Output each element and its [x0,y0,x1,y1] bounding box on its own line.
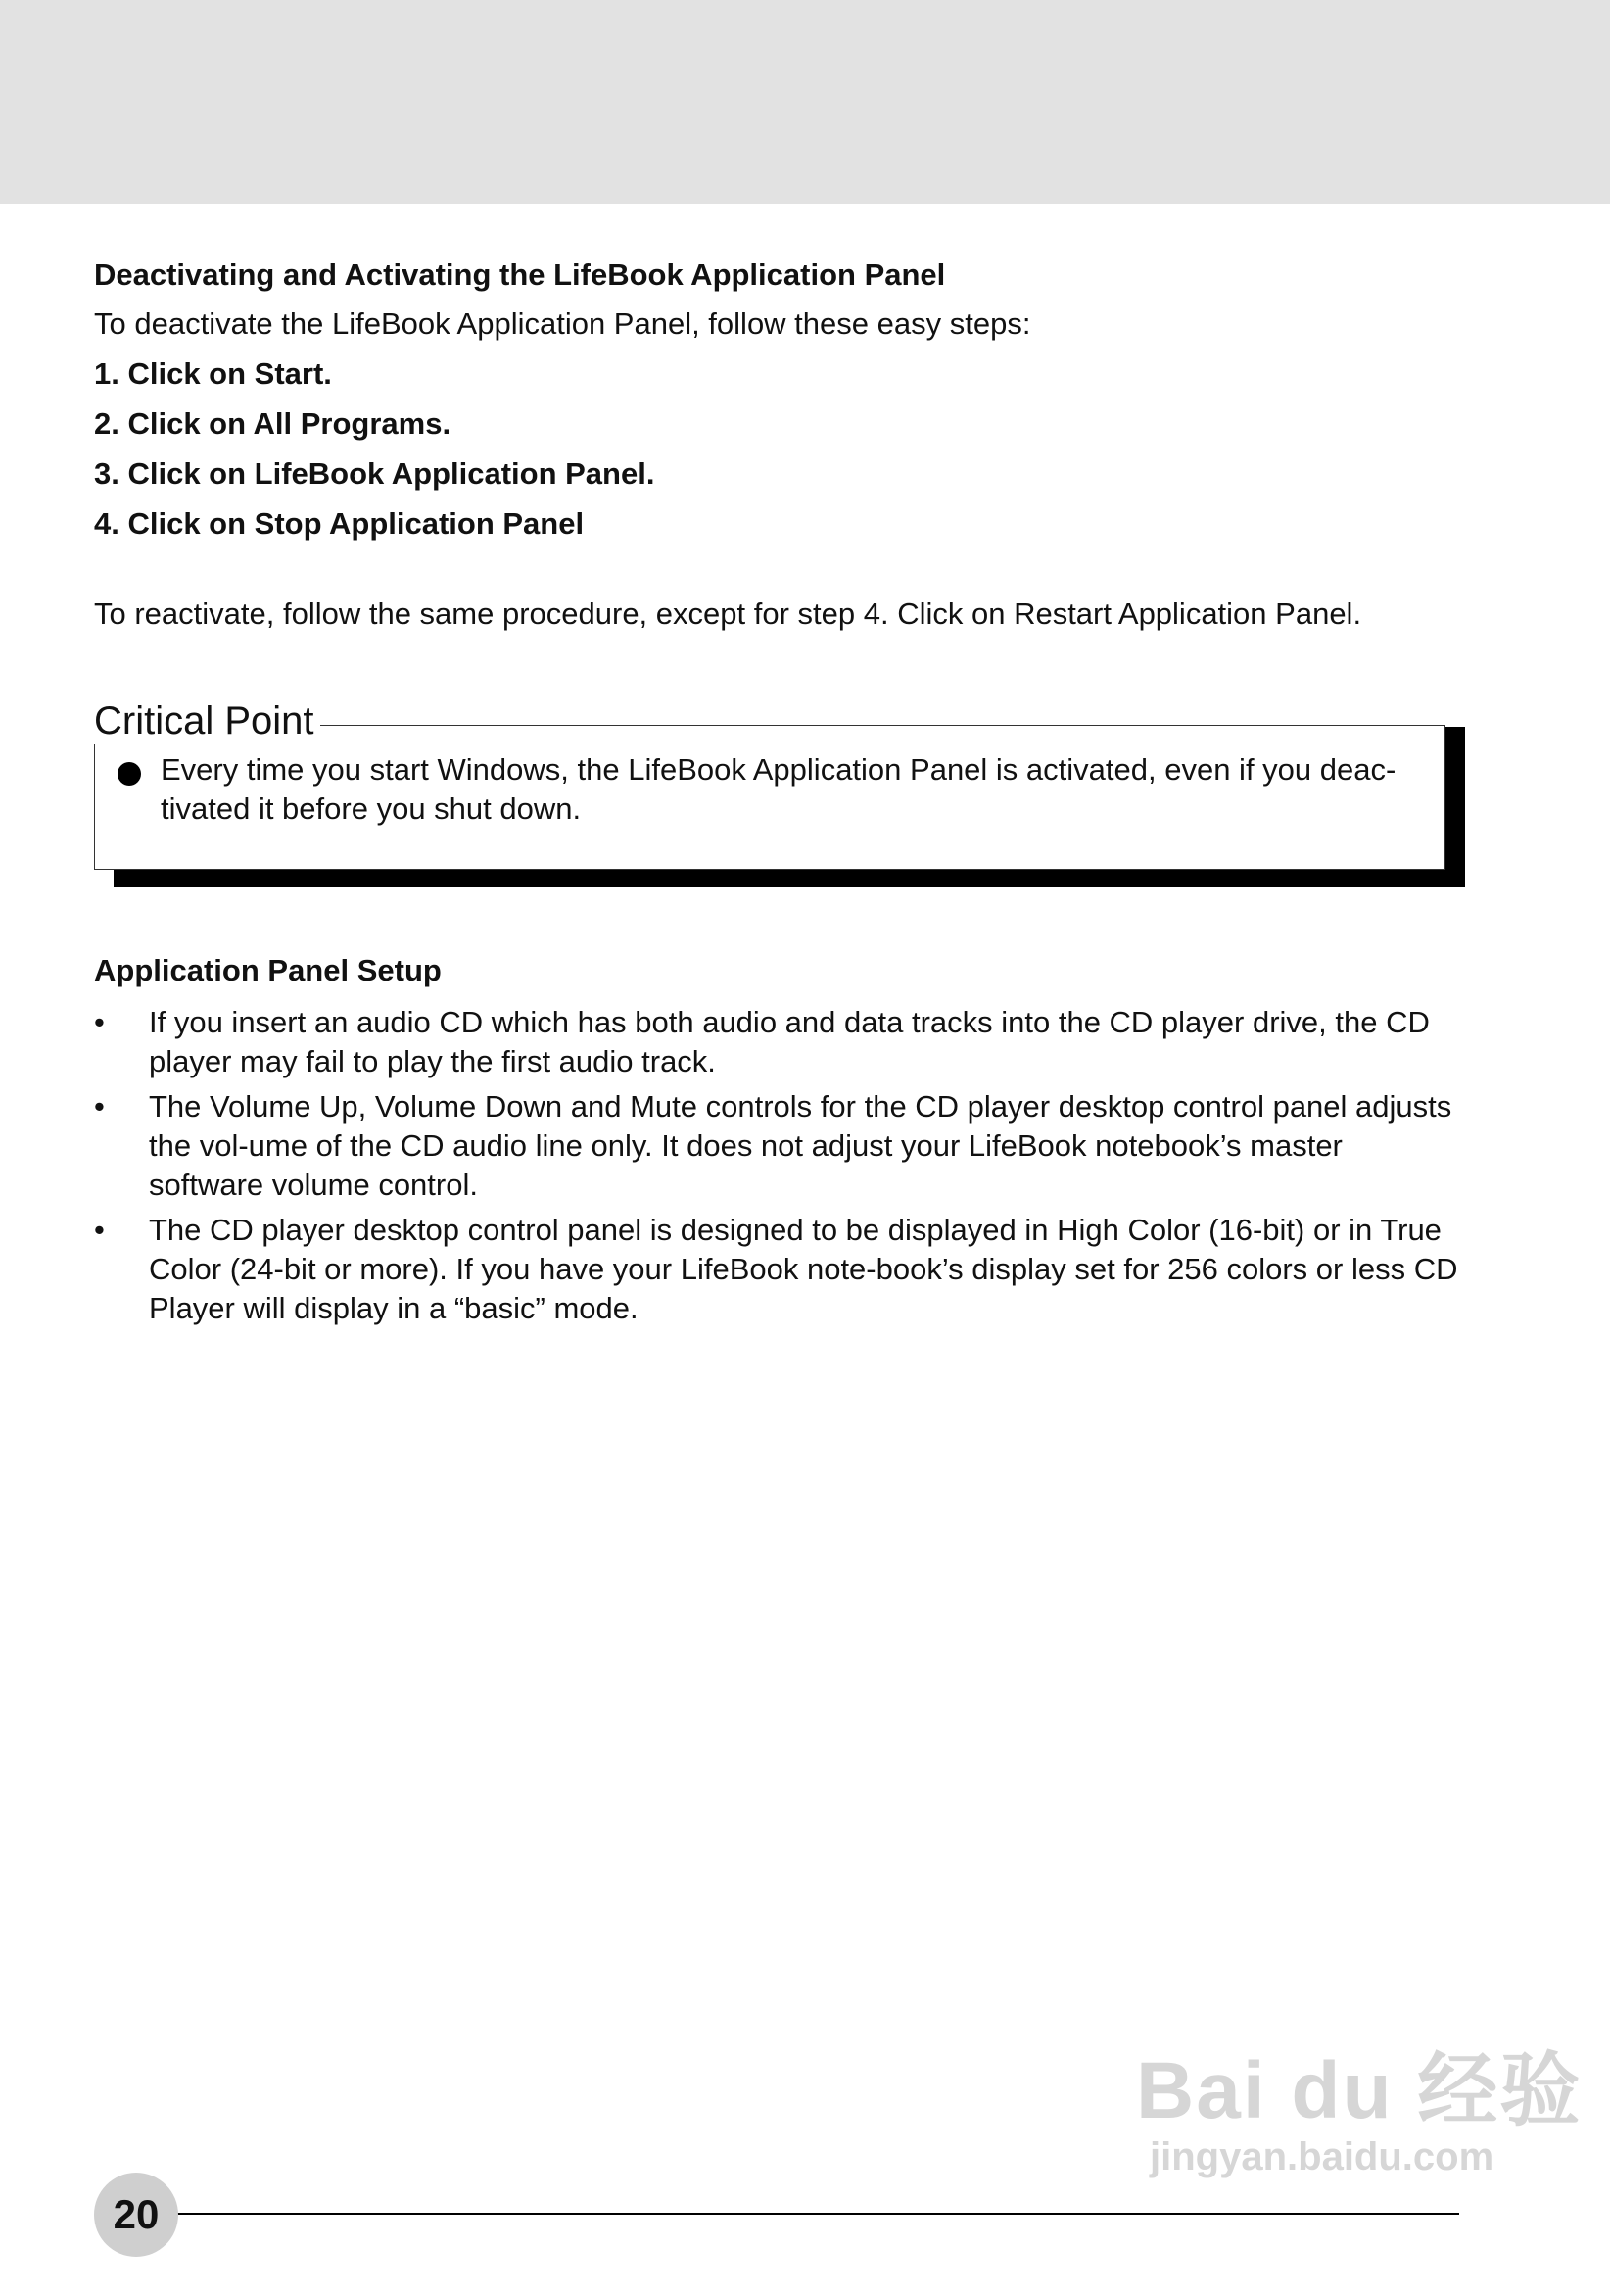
reactivate-text: To reactivate, follow the same procedure, except for step 4. Click on Restart Application Panel. [94,597,1362,631]
footer-rule [176,2213,1459,2215]
critical-point-box [94,697,1465,893]
bullet-list [94,1003,1465,1328]
list-item-text: If you insert an audio CD which has both audio and data tracks into the CD player drive, the CD player may fail to play the first audio track. [149,1005,1430,1078]
steps-list [94,356,1465,543]
critical-point-title: Critical Point [94,697,320,744]
intro-text: To deactivate the LifeBook Application Panel, follow these easy steps: [94,307,1031,341]
list-item-text: The CD player desktop control panel is designed to be displayed in High Color (16-bit) or in True Color (24-bit or more). If you have your LifeBook note-book’s display set for 256 colors or less CD Player will display in a “basic” mode. [149,1213,1458,1325]
header-band [0,0,1610,204]
list-item [94,1087,1465,1205]
watermark-url: jingyan.baidu.com [1150,2135,1494,2178]
bullet-dot-icon: • [94,1005,105,1039]
section-setup [94,952,1465,1334]
list-item [94,1003,1465,1081]
section-heading: Application Panel Setup [94,953,442,987]
step-item: 3. Click on LifeBook Application Panel. [94,456,655,491]
page-number-badge: 20 [94,2173,178,2257]
critical-point-text: Every time you start Windows, the LifeBook Application Panel is activated, even if you deac-tivated it before you shut down. [161,752,1397,826]
watermark [1136,2047,1582,2178]
bullet-circle-icon [118,762,141,786]
step-item: 4. Click on Stop Application Panel [94,506,585,541]
section-heading: Deactivating and Activating the LifeBook Application Panel [94,258,946,292]
bullet-dot-icon: • [94,1213,105,1247]
list-item [94,1211,1465,1328]
bullet-dot-icon: • [94,1089,105,1124]
list-item-text: The Volume Up, Volume Down and Mute controls for the CD player desktop control panel adjusts the vol-ume of the CD audio line only. It does not adjust your LifeBook notebook’s master software volume control. [149,1089,1452,1202]
step-item: 2. Click on All Programs. [94,407,451,441]
watermark-logo: Bai du 经验 [1136,2046,1583,2135]
section-deactivate [94,257,1465,633]
step-item: 1. Click on Start. [94,357,332,391]
